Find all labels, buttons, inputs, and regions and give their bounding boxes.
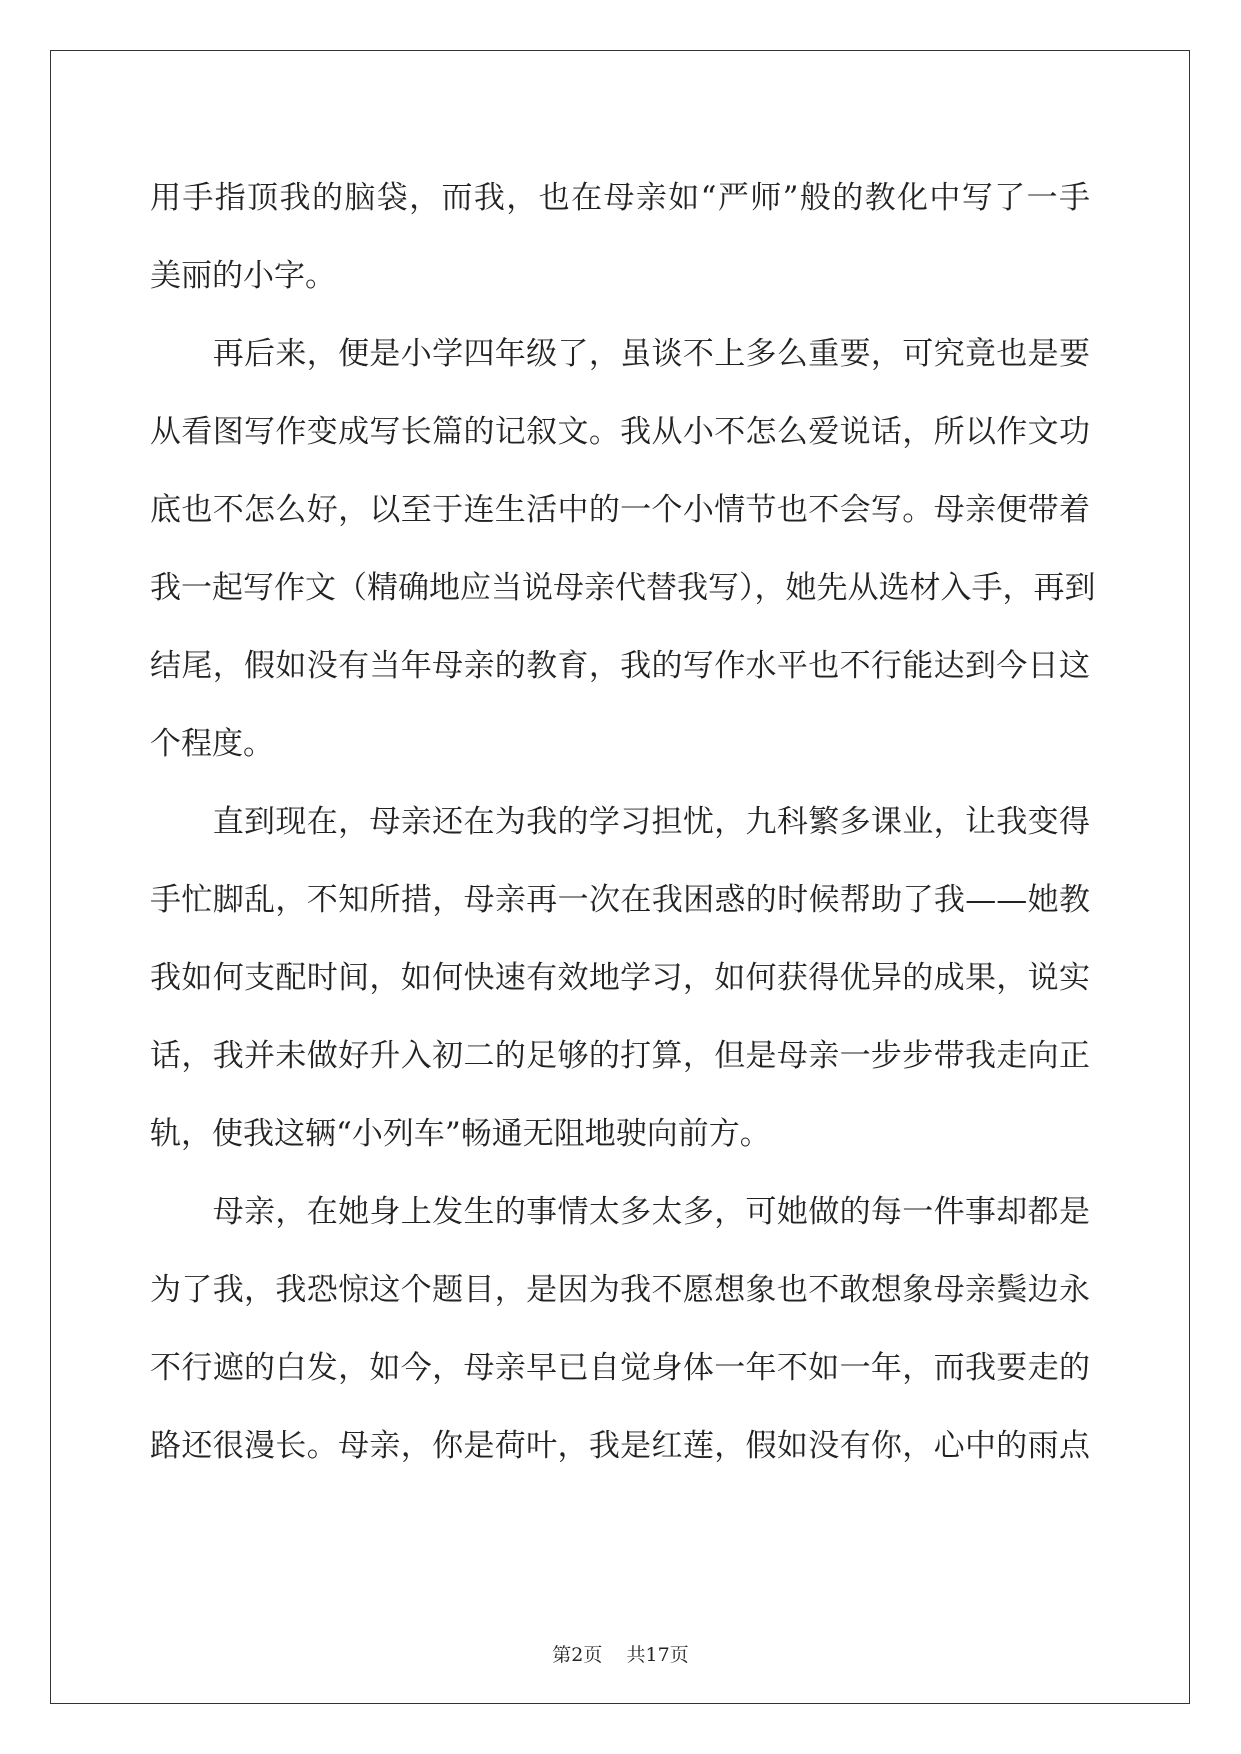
text-line: 从看图写作变成写长篇的记叙文。我从小不怎么爱说话，所以作文功 (150, 414, 1090, 450)
text-line: 美丽的小字。 (150, 258, 336, 294)
text-line: 我如何支配时间，如何快速有效地学习，如何获得优异的成果，说实 (150, 960, 1090, 996)
page-number: 第2页 (552, 1644, 603, 1666)
document-body (150, 159, 1096, 1485)
text-line: 再后来，便是小学四年级了，虽谈不上多么重要，可究竟也是要 (150, 336, 1090, 372)
text-line: 直到现在，母亲还在为我的学习担忧，九科繁多课业，让我变得 (150, 804, 1090, 840)
text-line: 我一起写作文（精确地应当说母亲代替我写），她先从选材入手，再到 (150, 570, 1096, 606)
text-line: 为了我，我恐惊这个题目，是因为我不愿想象也不敢想象母亲鬓边永 (150, 1272, 1090, 1308)
page-footer (0, 1640, 1241, 1667)
text-line: 手忙脚乱，不知所措，母亲再一次在我困惑的时候帮助了我——她教 (150, 882, 1090, 918)
total-pages: 共17页 (626, 1644, 689, 1666)
text-line: 个程度。 (150, 726, 274, 762)
text-line: 结尾，假如没有当年母亲的教育，我的写作水平也不行能达到今日这 (150, 648, 1090, 684)
text-line: 母亲，在她身上发生的事情太多太多，可她做的每一件事却都是 (150, 1194, 1090, 1230)
text-line: 不行遮的白发，如今，母亲早已自觉身体一年不如一年，而我要走的 (150, 1350, 1090, 1386)
text-line: 用手指顶我的脑袋，而我，也在母亲如“严师”般的教化中写了一手 (150, 180, 1090, 216)
text-line: 底也不怎么好，以至于连生活中的一个小情节也不会写。母亲便带着 (150, 492, 1090, 528)
text-line: 话，我并未做好升入初二的足够的打算，但是母亲一步步带我走向正 (150, 1038, 1090, 1074)
text-line: 轨，使我这辆“小列车”畅通无阻地驶向前方。 (150, 1116, 771, 1152)
text-line: 路还很漫长。母亲，你是荷叶，我是红莲，假如没有你，心中的雨点 (150, 1428, 1090, 1464)
